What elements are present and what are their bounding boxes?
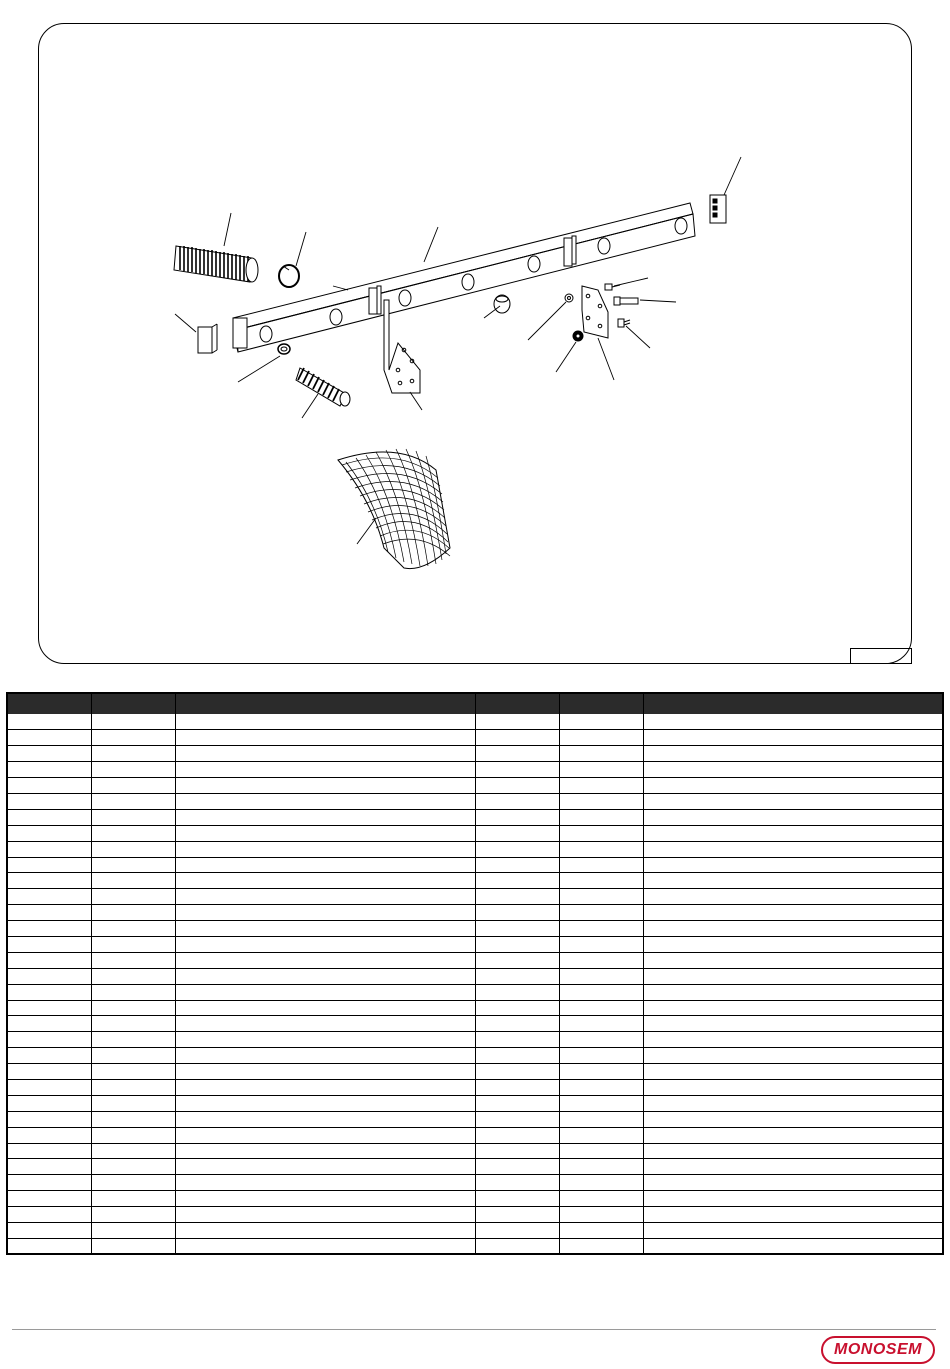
table-cell: [7, 1032, 91, 1048]
table-cell: [475, 730, 559, 746]
table-cell: [643, 984, 943, 1000]
table-cell: [91, 1064, 175, 1080]
table-cell: [91, 1175, 175, 1191]
parts-list-table: [6, 692, 944, 1255]
table-cell: [559, 1127, 643, 1143]
table-cell: [7, 1000, 91, 1016]
table-cell: [175, 1207, 475, 1223]
table-cell: [7, 1238, 91, 1254]
table-cell: [175, 1143, 475, 1159]
table-row: [7, 952, 943, 968]
table-cell: [559, 1191, 643, 1207]
table-cell: [175, 746, 475, 762]
table-cell: [475, 952, 559, 968]
table-row: [7, 968, 943, 984]
table-cell: [175, 1079, 475, 1095]
table-cell: [7, 793, 91, 809]
table-cell: [559, 841, 643, 857]
table-cell: [643, 905, 943, 921]
table-row: [7, 1048, 943, 1064]
table-cell: [175, 793, 475, 809]
table-cell: [475, 1175, 559, 1191]
table-cell: [643, 857, 943, 873]
table-cell: [643, 1048, 943, 1064]
table-cell: [91, 1000, 175, 1016]
table-row: [7, 1143, 943, 1159]
table-cell: [643, 952, 943, 968]
table-row: [7, 1238, 943, 1254]
table-header-row: [7, 693, 943, 714]
table-cell: [91, 841, 175, 857]
mesh-screen-part: [338, 449, 450, 569]
table-cell: [643, 1079, 943, 1095]
table-row: [7, 1016, 943, 1032]
table-cell: [175, 921, 475, 937]
table-cell: [175, 1175, 475, 1191]
table-cell: [7, 1223, 91, 1239]
table-row: [7, 730, 943, 746]
table-cell: [643, 825, 943, 841]
table-cell: [643, 762, 943, 778]
table-row: [7, 1175, 943, 1191]
table-cell: [91, 809, 175, 825]
drawing-reference-box: [850, 648, 912, 664]
table-row: [7, 1095, 943, 1111]
table-cell: [559, 762, 643, 778]
table-cell: [559, 1223, 643, 1239]
table-row: [7, 809, 943, 825]
table-row: [7, 889, 943, 905]
table-cell: [91, 793, 175, 809]
table-cell: [7, 714, 91, 730]
table-cell: [475, 841, 559, 857]
table-row: [7, 1079, 943, 1095]
collar-part: [278, 344, 290, 354]
table-cell: [559, 952, 643, 968]
table-cell: [91, 714, 175, 730]
table-cell: [475, 1079, 559, 1095]
table-cell: [643, 1032, 943, 1048]
table-cell: [91, 730, 175, 746]
table-cell: [7, 952, 91, 968]
table-cell: [175, 873, 475, 889]
table-cell: [91, 1095, 175, 1111]
end-cap-right-part: [710, 195, 726, 223]
table-row: [7, 921, 943, 937]
table-cell: [91, 1223, 175, 1239]
table-cell: [559, 1207, 643, 1223]
table-cell: [7, 1159, 91, 1175]
table-cell: [175, 1095, 475, 1111]
table-cell: [91, 936, 175, 952]
table-cell: [559, 778, 643, 794]
table-cell: [175, 968, 475, 984]
table-row: [7, 1191, 943, 1207]
bracket-plate-right-part: [582, 286, 608, 338]
table-cell: [7, 1207, 91, 1223]
table-row: [7, 1207, 943, 1223]
table-row: [7, 1127, 943, 1143]
table-cell: [559, 1143, 643, 1159]
table-cell: [559, 1175, 643, 1191]
table-cell: [91, 952, 175, 968]
table-cell: [175, 1127, 475, 1143]
plug-part: [494, 295, 510, 313]
table-cell: [475, 1064, 559, 1080]
table-row: [7, 1223, 943, 1239]
table-cell: [643, 1127, 943, 1143]
table-cell: [175, 809, 475, 825]
table-cell: [559, 1032, 643, 1048]
table-cell: [643, 778, 943, 794]
table-cell: [559, 905, 643, 921]
table-cell: [7, 778, 91, 794]
column-header: [175, 693, 475, 714]
table-row: [7, 1000, 943, 1016]
table-cell: [175, 1032, 475, 1048]
table-cell: [559, 857, 643, 873]
table-cell: [475, 921, 559, 937]
table-cell: [7, 746, 91, 762]
column-header: [7, 693, 91, 714]
table-cell: [475, 984, 559, 1000]
table-cell: [91, 1127, 175, 1143]
table-cell: [643, 1064, 943, 1080]
table-cell: [643, 1111, 943, 1127]
table-cell: [475, 1238, 559, 1254]
table-cell: [91, 778, 175, 794]
table-cell: [475, 746, 559, 762]
table-cell: [175, 1191, 475, 1207]
table-cell: [175, 984, 475, 1000]
table-cell: [475, 1016, 559, 1032]
table-cell: [7, 1064, 91, 1080]
table-cell: [559, 1016, 643, 1032]
table-cell: [7, 984, 91, 1000]
table-row: [7, 793, 943, 809]
table-cell: [475, 936, 559, 952]
table-cell: [559, 1000, 643, 1016]
table-cell: [91, 1159, 175, 1175]
table-cell: [643, 889, 943, 905]
table-row: [7, 841, 943, 857]
table-row: [7, 778, 943, 794]
table-cell: [175, 778, 475, 794]
footer-divider: [12, 1329, 936, 1330]
table-cell: [559, 1079, 643, 1095]
table-cell: [643, 1175, 943, 1191]
table-cell: [91, 889, 175, 905]
table-cell: [175, 1159, 475, 1175]
table-row: [7, 1159, 943, 1175]
table-cell: [7, 889, 91, 905]
table-row: [7, 905, 943, 921]
table-cell: [91, 921, 175, 937]
table-cell: [7, 857, 91, 873]
table-cell: [7, 762, 91, 778]
column-header: [559, 693, 643, 714]
table-cell: [559, 746, 643, 762]
column-header: [91, 693, 175, 714]
table-cell: [91, 1048, 175, 1064]
table-cell: [475, 825, 559, 841]
table-cell: [643, 1143, 943, 1159]
table-cell: [559, 730, 643, 746]
nut-part: [565, 294, 573, 302]
bellows-large-part: [174, 246, 258, 282]
table-cell: [175, 905, 475, 921]
table-row: [7, 936, 943, 952]
table-cell: [175, 714, 475, 730]
table-cell: [7, 936, 91, 952]
column-header: [643, 693, 943, 714]
table-cell: [643, 936, 943, 952]
table-cell: [175, 1000, 475, 1016]
table-cell: [643, 1159, 943, 1175]
table-cell: [643, 793, 943, 809]
table-row: [7, 714, 943, 730]
table-cell: [559, 968, 643, 984]
table-cell: [475, 1159, 559, 1175]
toolbar-frame-part: [233, 203, 695, 352]
table-cell: [475, 1223, 559, 1239]
table-cell: [91, 984, 175, 1000]
table-cell: [91, 1016, 175, 1032]
table-cell: [559, 1159, 643, 1175]
table-cell: [7, 1191, 91, 1207]
table-cell: [7, 825, 91, 841]
table-row: [7, 746, 943, 762]
bolt-parts: [605, 284, 638, 327]
table-cell: [175, 841, 475, 857]
table-cell: [175, 1111, 475, 1127]
table-cell: [643, 1016, 943, 1032]
table-cell: [7, 968, 91, 984]
table-cell: [559, 921, 643, 937]
table-cell: [475, 1095, 559, 1111]
table-cell: [475, 1048, 559, 1064]
table-cell: [559, 793, 643, 809]
table-cell: [559, 1111, 643, 1127]
table-cell: [643, 1238, 943, 1254]
table-cell: [475, 968, 559, 984]
table-cell: [475, 1000, 559, 1016]
table-cell: [643, 730, 943, 746]
table-cell: [643, 714, 943, 730]
table-cell: [559, 889, 643, 905]
table-cell: [475, 857, 559, 873]
table-cell: [91, 1079, 175, 1095]
table-cell: [175, 1223, 475, 1239]
table-cell: [559, 1064, 643, 1080]
table-cell: [7, 1095, 91, 1111]
table-cell: [7, 1048, 91, 1064]
table-cell: [91, 1111, 175, 1127]
table-cell: [175, 1238, 475, 1254]
table-row: [7, 1064, 943, 1080]
table-cell: [475, 793, 559, 809]
table-cell: [475, 778, 559, 794]
table-cell: [91, 1191, 175, 1207]
table-cell: [559, 809, 643, 825]
logo-text: MONOSEM: [834, 1341, 922, 1358]
table-cell: [175, 952, 475, 968]
table-cell: [175, 936, 475, 952]
table-row: [7, 873, 943, 889]
table-cell: [559, 714, 643, 730]
table-row: [7, 825, 943, 841]
table-cell: [475, 1127, 559, 1143]
column-header: [475, 693, 559, 714]
table-cell: [91, 968, 175, 984]
table-cell: [475, 1111, 559, 1127]
table-cell: [643, 1095, 943, 1111]
bellows-small-part: [296, 368, 350, 406]
table-cell: [91, 762, 175, 778]
table-cell: [643, 873, 943, 889]
table-cell: [559, 1238, 643, 1254]
table-cell: [7, 873, 91, 889]
lock-nut-part: [573, 331, 583, 341]
table-row: [7, 1111, 943, 1127]
monosem-logo: [821, 1336, 935, 1364]
table-cell: [175, 730, 475, 746]
clamp-ring-part: [279, 265, 299, 287]
table-cell: [7, 1127, 91, 1143]
table-cell: [7, 1175, 91, 1191]
exploded-parts-diagram: [0, 0, 950, 670]
table-cell: [643, 1207, 943, 1223]
table-cell: [91, 905, 175, 921]
table-row: [7, 762, 943, 778]
table-cell: [91, 873, 175, 889]
table-cell: [643, 968, 943, 984]
table-cell: [175, 1064, 475, 1080]
table-cell: [559, 825, 643, 841]
bracket-plate-left-part: [384, 300, 420, 393]
table-row: [7, 984, 943, 1000]
table-cell: [559, 936, 643, 952]
table-row: [7, 1032, 943, 1048]
table-cell: [91, 825, 175, 841]
table-cell: [643, 1191, 943, 1207]
table-cell: [7, 841, 91, 857]
table-cell: [7, 921, 91, 937]
table-cell: [475, 905, 559, 921]
table-cell: [91, 857, 175, 873]
table-cell: [7, 1079, 91, 1095]
table-cell: [643, 841, 943, 857]
table-cell: [475, 1207, 559, 1223]
table-cell: [475, 1191, 559, 1207]
table-cell: [175, 889, 475, 905]
table-cell: [643, 1223, 943, 1239]
table-cell: [475, 873, 559, 889]
table-cell: [7, 1111, 91, 1127]
table-cell: [91, 1207, 175, 1223]
table-cell: [175, 825, 475, 841]
table-cell: [559, 1048, 643, 1064]
table-cell: [7, 730, 91, 746]
table-cell: [91, 1238, 175, 1254]
table-cell: [559, 1095, 643, 1111]
table-cell: [475, 1143, 559, 1159]
table-cell: [175, 857, 475, 873]
table-cell: [175, 1048, 475, 1064]
table-cell: [91, 1032, 175, 1048]
table-cell: [643, 746, 943, 762]
table-row: [7, 857, 943, 873]
table-cell: [475, 714, 559, 730]
table-cell: [475, 762, 559, 778]
table-cell: [559, 984, 643, 1000]
table-cell: [559, 873, 643, 889]
table-cell: [91, 1143, 175, 1159]
table-cell: [7, 905, 91, 921]
table-cell: [7, 1016, 91, 1032]
table-cell: [175, 762, 475, 778]
table-cell: [475, 889, 559, 905]
table-cell: [175, 1016, 475, 1032]
table-cell: [7, 1143, 91, 1159]
end-cap-left-part: [198, 324, 217, 353]
table-cell: [7, 809, 91, 825]
table-cell: [475, 1032, 559, 1048]
table-cell: [643, 921, 943, 937]
table-cell: [91, 746, 175, 762]
table-cell: [643, 1000, 943, 1016]
table-cell: [475, 809, 559, 825]
table-cell: [643, 809, 943, 825]
